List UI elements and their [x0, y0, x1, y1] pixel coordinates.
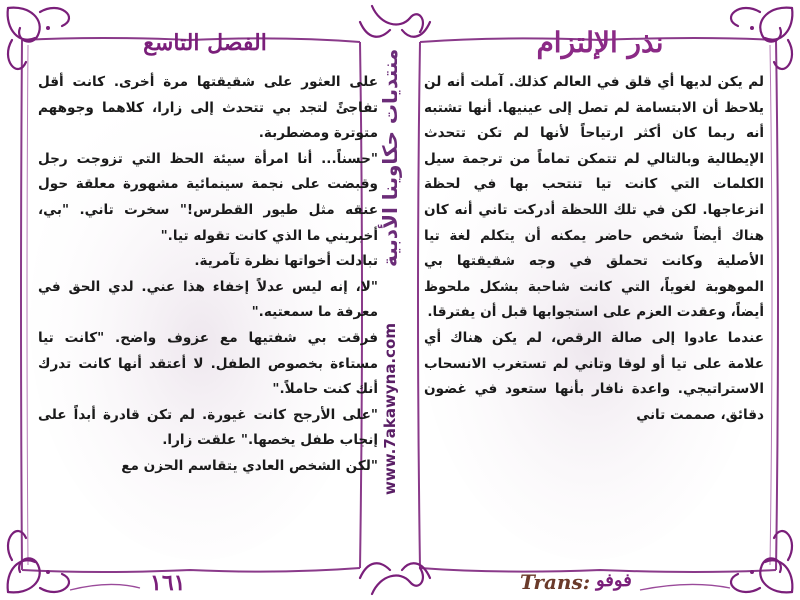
translator-name: فوفو — [596, 570, 632, 591]
left-paragraph: فرقت بي شفتيها مع عزوف واضح. "كانت تيا مستاءة بخصوص الطفل. لا أعتقد أنها كانت تدرك أنك كنت حاملاً." — [38, 329, 378, 398]
right-page-body — [424, 70, 764, 540]
left-paragraph: على العثور على شقيقتها مرة أخرى. كانت أقل تفاجئً لتجد بي تتحدث إلى زارا، كلاهما وجوههم متوترة ومضطربة. — [38, 74, 378, 142]
left-page-body — [38, 70, 378, 540]
left-paragraph: "حسناً... أنا امرأة سيئة الحظ التي تزوجت رجل وقبضت على نجمة سينمائية مشهورة معلقة حول عنقه مثل طيور القطرس!" سخرت تاني. "بي، أخبريني ما الذي كانت تقوله تيا." — [38, 150, 378, 244]
forum-url: www.7akawyna.com — [381, 323, 399, 495]
left-paragraph: تبادلت أخواتها نظرة تآمرية. — [194, 253, 378, 270]
left-paragraph: "على الأرجح كانت غيورة. لم تكن قادرة أبداً على إنجاب طفل يخصها." علقت زارا. — [38, 406, 378, 449]
page-number: ١٦١ — [150, 570, 186, 596]
right-paragraph: عندما عادوا إلى صالة الرقص، لم يكن هناك أي علامة على تيا أو لوقا وتاني لم تستغرب الانسحاب الاستراتيجي. واعدة نافار بأنها ستعود في غضون دقائق، صممت تاني — [424, 329, 764, 423]
translator-label: Trans: — [520, 570, 591, 594]
right-page-title: نذر الإلتزام — [536, 26, 664, 59]
forum-name: منتديات حكاوينا الأدبية — [378, 48, 402, 267]
left-page-title: الفصل التاسع — [143, 30, 267, 56]
right-paragraph: لم يكن لديها أي قلق في العالم كذلك. آملت أنه لن يلاحظ أن الابتسامة لم تصل إلى عينيها. أنها تشتبه أنه ربما كان أكثر ارتياحاً لأنها لم تكن تتحدث الإيطالية وبالتالي لم تتمكن تماماً من ترجمة سيل الكلمات التي كانت تيا تنتحب بها في لحظة انزعاجها. لكن في تلك اللحظة أدركت تاني أنه كان هناك أيضاً شخص حاضر يمكنه أن يتكلم لغة تيا الأصلية وكانت تحملق في وجه شقيقتها بي الموهوبة لغوياً، التي كانت شاحبة بشكل ملحوظ أيضاً، وعقدت العزم على استجوابها قبل أن يفترقا. — [424, 74, 764, 321]
left-paragraph: "لكن الشخص العادي يتقاسم الحزن مع — [121, 457, 378, 474]
left-paragraph: "لا، إنه ليس عدلاً إخفاء هذا عني. لدي الحق في معرفة ما سمعتيه." — [38, 278, 378, 321]
book-spine — [360, 40, 420, 570]
